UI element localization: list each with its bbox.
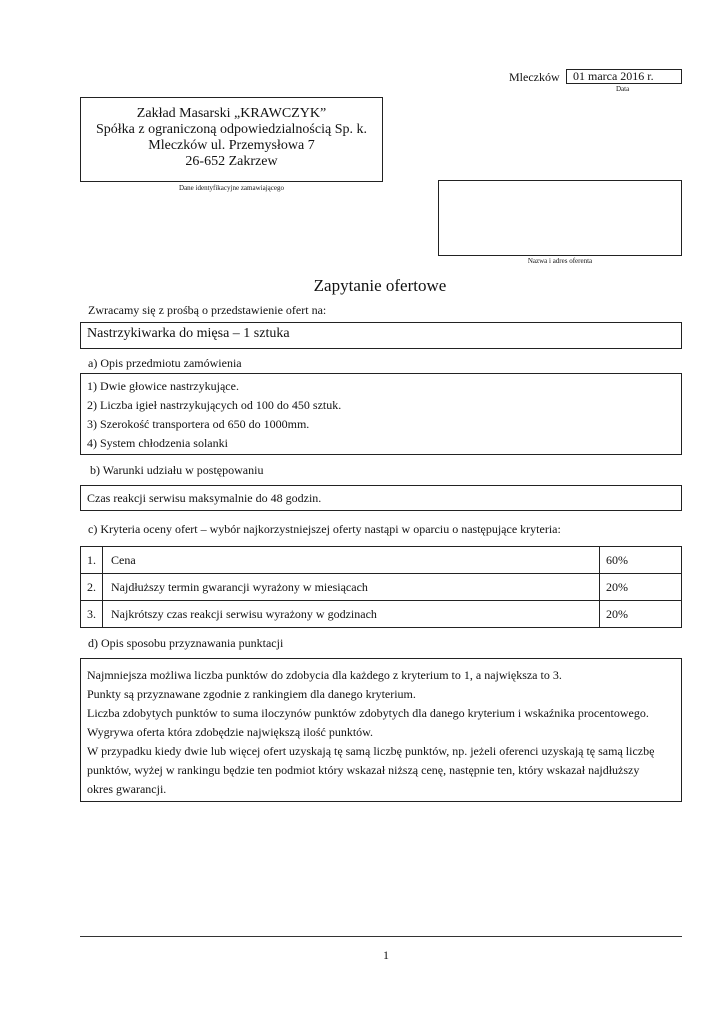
section-d-line: Punkty są przyznawane zgodnie z rankingiem dla danego kryterium. (87, 687, 416, 701)
section-d-line: Najmniejsza możliwa liczba punktów do zdobycia dla każdego z kryterium to 1, a największa to 3. (87, 668, 562, 682)
section-d-line: W przypadku kiedy dwie lub więcej ofert uzyskają tę samą liczbę punktów, np. jeżeli oferenci uzyskają tę samą liczbę (87, 744, 655, 758)
orderer-box (80, 97, 383, 182)
section-c-heading: c) Kryteria oceny ofert – wybór najkorzystniejszej oferty nastąpi w oparciu o następujące kryteria: (88, 522, 561, 536)
table-row (81, 574, 682, 601)
section-a-item: 4) System chłodzenia solanki (87, 436, 228, 450)
criteria-name: Cena (103, 547, 600, 574)
criteria-no: 1. (81, 547, 103, 574)
orderer-line-2: Spółka z ograniczoną odpowiedzialnością Sp. k. (96, 122, 367, 137)
orderer-line-1: Zakład Masarski „KRAWCZYK” (136, 106, 327, 121)
page-number: 1 (383, 948, 389, 962)
criteria-weight: 20% (600, 574, 682, 601)
section-d-heading: d) Opis sposobu przyznawania punktacji (88, 636, 284, 650)
criteria-name: Najdłuższy termin gwarancji wyrażony w miesiącach (103, 574, 600, 601)
criteria-weight: 60% (600, 547, 682, 574)
intro-text: Zwracamy się z prośbą o przedstawienie ofert na: (88, 303, 327, 317)
section-b-heading: b) Warunki udziału w postępowaniu (90, 463, 264, 477)
section-a-heading: a) Opis przedmiotu zamówienia (88, 356, 242, 370)
subject-box (80, 322, 682, 349)
section-d-line: punktów, wyżej w rankingu będzie ten podmiot który wskazał niższą cenę, następnie ten, który wskazał najdłuższy (87, 763, 640, 777)
section-b-box (80, 485, 682, 511)
section-d-line: Wygrywa oferta która zdobędzie największą ilość punktów. (87, 725, 374, 739)
criteria-name: Najkrótszy czas reakcji serwisu wyrażony w godzinach (103, 601, 600, 628)
section-a-box (80, 373, 682, 455)
orderer-line-4: 26-652 Zakrzew (185, 154, 278, 169)
orderer-caption: Dane identyfikacyjne zamawiającego (179, 184, 284, 192)
page-title: Zapytanie ofertowe (313, 276, 447, 295)
place-label: Mleczków (509, 70, 560, 84)
criteria-table (80, 546, 682, 628)
date-caption: Data (616, 85, 630, 93)
subject-text: Nastrzykiwarka do mięsa – 1 sztuka (87, 326, 290, 341)
section-d-line: okres gwarancji. (87, 782, 167, 796)
section-d-line: Liczba zdobytych punktów to suma iloczynów punktów zdobytych dla danego kryterium i wskaźnika procentowego. (87, 706, 649, 720)
table-row (81, 547, 682, 574)
section-d-box (80, 658, 682, 802)
criteria-no: 2. (81, 574, 103, 601)
criteria-weight: 20% (600, 601, 682, 628)
criteria-no: 3. (81, 601, 103, 628)
orderer-line-3: Mleczków ul. Przemysłowa 7 (148, 138, 315, 153)
section-a-item: 3) Szerokość transportera od 650 do 1000mm. (87, 417, 310, 431)
offeror-caption: Nazwa i adres oferenta (527, 257, 593, 265)
table-row (81, 601, 682, 628)
section-b-text: Czas reakcji serwisu maksymalnie do 48 godzin. (87, 491, 322, 505)
offeror-box[interactable] (438, 180, 682, 256)
date-field[interactable] (566, 69, 682, 84)
section-a-item: 1) Dwie głowice nastrzykujące. (87, 379, 239, 393)
section-a-item: 2) Liczba igieł nastrzykujących od 100 do 450 sztuk. (87, 398, 342, 412)
footer-divider (80, 936, 682, 937)
date-value: 01 marca 2016 r. (573, 69, 654, 83)
